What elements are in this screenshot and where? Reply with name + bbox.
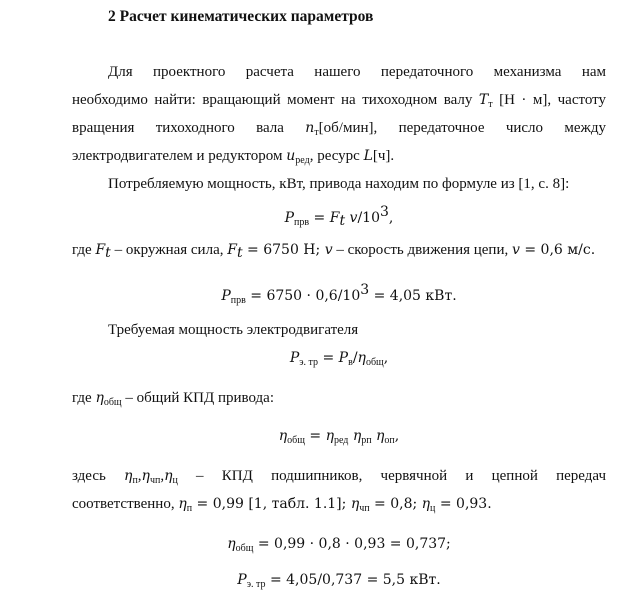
formula-efficiency: $\eta_{общ} = \eta_{ред}$ $\eta_{рп}$ $\eta_{оп}$,	[278, 428, 400, 446]
formula-efficiency-value: $\eta_{общ} = 0,99 \cdot 0,8 \cdot 0,93 = 0,737$;	[227, 536, 451, 554]
para1-line1: Для проектного расчета нашего передаточного механизма нам	[108, 64, 606, 80]
para1-line2: необходимо найти: вращающий момент на тихоходном валу $T_т$ [Н · м], частоту	[72, 92, 606, 110]
para4-line1: здесь $\eta_п,\eta_{чп},\eta_ц$ – КПД подшипников, червячной и цепной передач	[72, 468, 606, 486]
para4-line2: соответственно, $\eta_п = 0,99$ [1, табл. 1.1]; $\eta_{чп} = 0,8$; $\eta_ц = 0,93$.	[72, 496, 492, 514]
formula-power-demand: $P_{прв} = F_t$ $v/10^3$,	[284, 204, 394, 229]
formula-motor-power: $P_{э. тр} = P_в/\eta_{общ}$,	[289, 350, 389, 368]
para2: Потребляемую мощность, кВт, привода находим по формуле из [1, с. 8]:	[108, 176, 570, 192]
formula-motor-power-value: $P_{э. тр} = 4,05/0,737 = 5,5$ кВт.	[237, 572, 441, 590]
where-force-line: где $F_t$ – окружная сила, $F_t = 6750$ Н; v – скорость движения цепи, v = 0,6 м/с.	[72, 242, 596, 261]
para1-line4: электродвигателем и редуктором $u_{ред}$, ресурс L[ч].	[72, 148, 395, 166]
para1-line3: вращения тихоходного вала $n_т[об/мин]$, передаточное число между	[72, 120, 607, 138]
where-efficiency-line: где $\eta_{общ}$ – общий КПД привода:	[72, 390, 275, 408]
para3: Требуемая мощность электродвигателя	[108, 322, 359, 338]
section-heading: 2 Расчет кинематических параметров	[108, 8, 374, 25]
formula-power-value: $P_{прв} = 6750 \cdot 0,6/10^3 = 4,05$ кВт.	[221, 282, 457, 306]
